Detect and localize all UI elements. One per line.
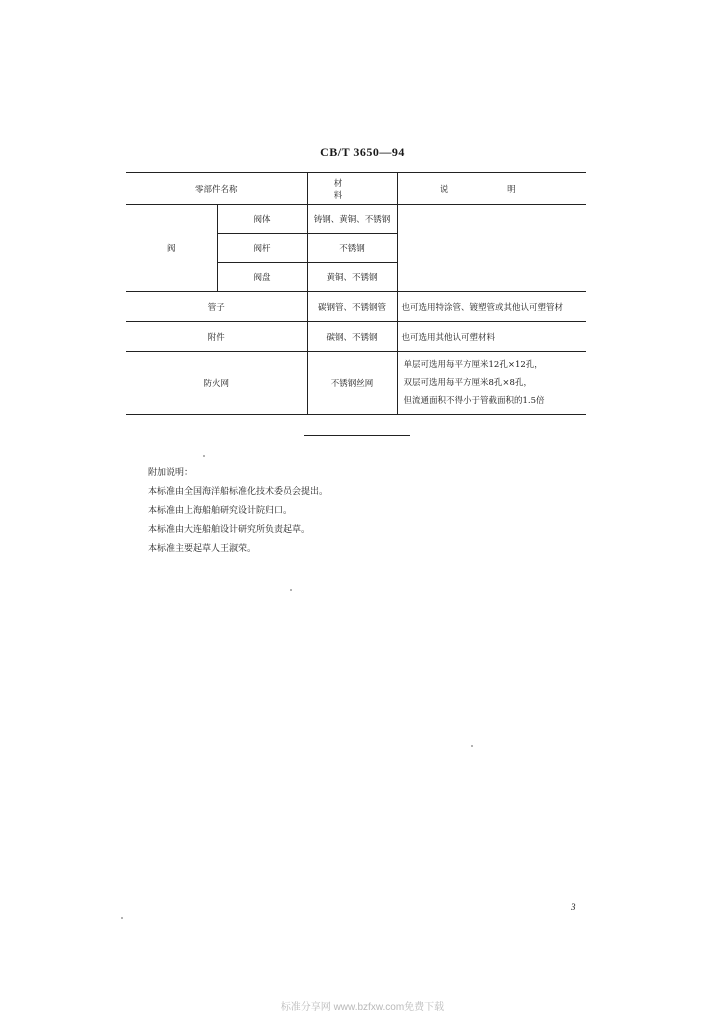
row-material: 不锈钢丝网 (307, 352, 397, 415)
table-row (126, 352, 586, 415)
valve-material: 黄铜、不锈钢 (307, 263, 397, 292)
row-notes (397, 352, 586, 415)
valve-part: 阀杆 (217, 234, 307, 263)
additional-info-line: 本标准由大连船舶设计研究所负责起草。 (148, 525, 311, 535)
note-line: 但流通面积不得小于管截面积的1.5倍 (403, 396, 545, 406)
note-line: 双层可选用每平方厘米8孔×8孔， (403, 378, 532, 388)
table-row (126, 322, 586, 352)
page-number: 3 (571, 902, 576, 912)
section-divider (304, 435, 410, 436)
scan-speck (471, 745, 473, 747)
watermark: 标准分享网 www.bzfxw.com免费下载 (280, 1002, 445, 1013)
scan-speck (290, 589, 292, 591)
valve-material: 不锈钢 (307, 234, 397, 263)
note-line: 单层可选用每平方厘米12孔×12孔， (403, 360, 543, 370)
table-row (126, 292, 586, 322)
row-notes: 也可选用其他认可塑材料 (397, 322, 586, 352)
additional-info-line: 本标准由上海船舶研究设计院归口。 (148, 506, 293, 516)
header-part-name: 零部件名称 (126, 173, 307, 205)
header-material: 材 料 (307, 173, 397, 205)
scan-speck (121, 917, 123, 919)
valve-group-label: 阀 (126, 205, 217, 292)
valve-material: 铸钢、黄铜、不锈钢 (307, 205, 397, 234)
valve-part: 阀体 (217, 205, 307, 234)
additional-info-title: 附加说明： (148, 468, 194, 478)
header-notes: 说 明 (397, 173, 586, 205)
table-row (126, 205, 586, 234)
row-part: 防火网 (126, 352, 307, 415)
row-part: 附件 (126, 322, 307, 352)
standard-code: CB/T 3650—94 (320, 145, 405, 159)
scan-speck (203, 455, 205, 457)
additional-info-line: 本标准主要起草人王淑荣。 (148, 544, 257, 554)
valve-notes (397, 205, 586, 292)
row-notes: 也可选用特涂管、镀塑管或其他认可塑管材 (397, 292, 586, 322)
additional-info (148, 464, 328, 559)
table-header-row (126, 173, 586, 205)
row-material: 碳钢、不锈钢 (307, 322, 397, 352)
row-part: 管子 (126, 292, 307, 322)
row-material: 碳钢管、不锈钢管 (307, 292, 397, 322)
additional-info-line: 本标准由全国海洋船标准化技术委员会提出。 (148, 487, 329, 497)
materials-table (126, 172, 586, 415)
valve-part: 阀盘 (217, 263, 307, 292)
